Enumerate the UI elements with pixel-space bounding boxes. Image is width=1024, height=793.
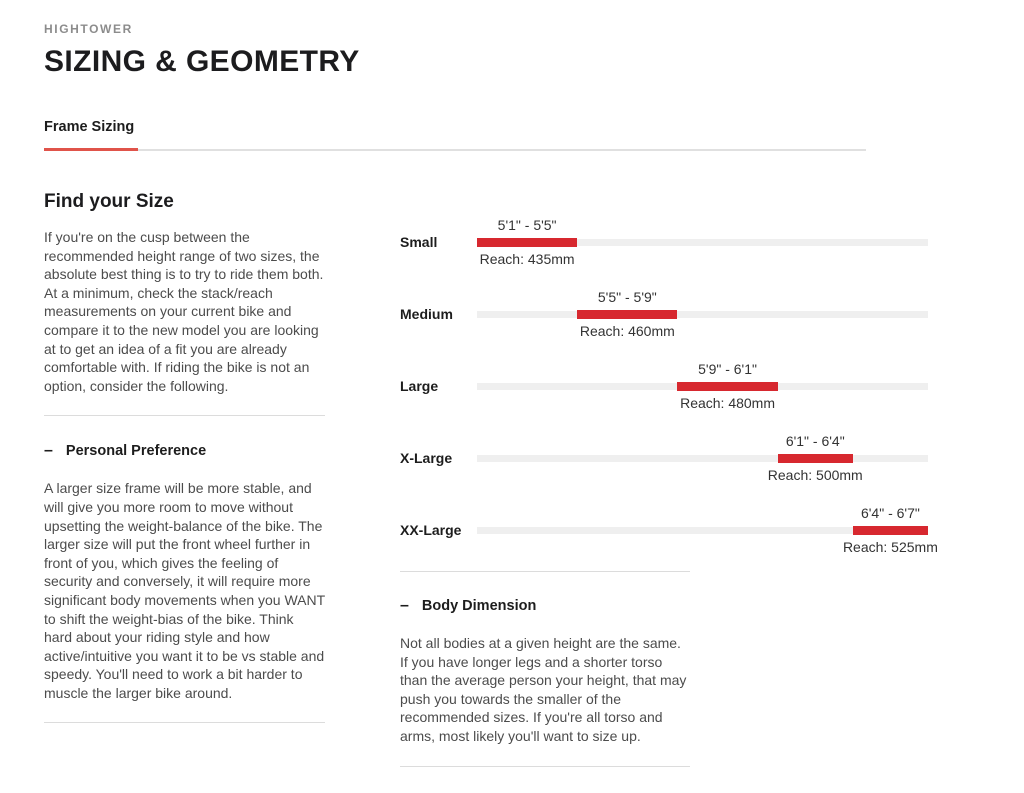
- reach-label: Reach: 460mm: [579, 323, 675, 339]
- bar-area: [477, 217, 928, 267]
- bar-segment: [677, 382, 777, 391]
- left-column: [44, 190, 325, 793]
- tab-frame-sizing[interactable]: Frame Sizing: [44, 119, 135, 135]
- size-label: Small: [400, 234, 438, 250]
- bar-segment: [577, 310, 677, 319]
- reach-label: Reach: 480mm: [680, 395, 776, 411]
- divider: [400, 571, 690, 572]
- divider: [44, 415, 325, 416]
- size-chart-row: [400, 433, 928, 483]
- collapse-minus-icon: –: [400, 597, 409, 614]
- collapse-minus-icon: –: [44, 442, 53, 460]
- body-dimension-heading: Body Dimension: [421, 598, 537, 614]
- right-column: [400, 190, 1024, 793]
- size-chart-row: [400, 361, 928, 411]
- bar-area: [477, 361, 928, 411]
- height-range-label: 6'1" - 6'4": [785, 433, 845, 449]
- body-dimension-toggle[interactable]: [400, 598, 928, 614]
- size-label: XX-Large: [400, 522, 462, 538]
- height-range-label: 5'5" - 5'9": [597, 289, 657, 305]
- bar-segment: [778, 454, 853, 463]
- size-chart-row: [400, 289, 928, 339]
- personal-preference-heading: Personal Preference: [65, 443, 207, 460]
- personal-preference-toggle[interactable]: [44, 443, 325, 459]
- find-your-size-heading: Find your Size: [44, 191, 174, 212]
- reach-label: Reach: 435mm: [479, 251, 575, 267]
- model-name: HIGHTOWER: [44, 22, 133, 36]
- size-chart-row: [400, 217, 928, 267]
- bar-segment: [477, 238, 577, 247]
- divider: [400, 766, 690, 767]
- main-content: [44, 190, 1024, 793]
- size-label: X-Large: [400, 450, 453, 466]
- find-your-size-text: If you're on the cusp between the recommended height range of two sizes, the absolute best thing is to try to ride them both. At a minimum, check the stack/reach measurements on your current bike and compare it to the new model you are looking at to get an idea of a fit you are already comfortable with. If riding the bike is not an option, consider the following.: [44, 229, 324, 394]
- bar-area: [477, 289, 928, 339]
- bar-segment: [853, 526, 928, 535]
- bar-track: [477, 311, 928, 318]
- size-chart: [400, 217, 938, 555]
- active-tab-indicator: [44, 148, 138, 151]
- divider: [44, 722, 325, 723]
- bar-track: [477, 455, 928, 462]
- personal-preference-text: A larger size frame will be more stable, and will give you more room to move without upsetting the weight-balance of the bike. The larger size will put the front wheel further in front of you, which gives the feeling of security and conversely, it will require more significant body movements when you WANT to shift the weight-bias of the bike. Think hard about your riding style and how active/intuitive you want it to be vs stable and speedy. You'll need to work a bit harder to muscle the larger bike around.: [44, 480, 325, 701]
- reach-label: Reach: 500mm: [767, 467, 863, 483]
- page-title: SIZING & GEOMETRY: [44, 45, 360, 78]
- bar-area: [477, 433, 928, 483]
- height-range-label: 6'4" - 6'7": [860, 505, 920, 521]
- height-range-label: 5'9" - 6'1": [698, 361, 757, 377]
- body-dimension-text: Not all bodies at a given height are the same. If you have longer legs and a shorter torso than the average person your height, that may push you towards the smaller of the recommended sizes. If you're all torso and arms, most likely you'll want to size up.: [400, 635, 687, 744]
- size-label: Medium: [400, 306, 453, 322]
- tab-bar: [44, 118, 866, 151]
- page-header: [44, 22, 1024, 79]
- size-chart-row: [400, 505, 938, 555]
- height-range-label: 5'1" - 5'5": [497, 217, 557, 233]
- bar-area: [477, 505, 938, 555]
- reach-label: Reach: 525mm: [842, 539, 938, 555]
- size-label: Large: [400, 378, 439, 394]
